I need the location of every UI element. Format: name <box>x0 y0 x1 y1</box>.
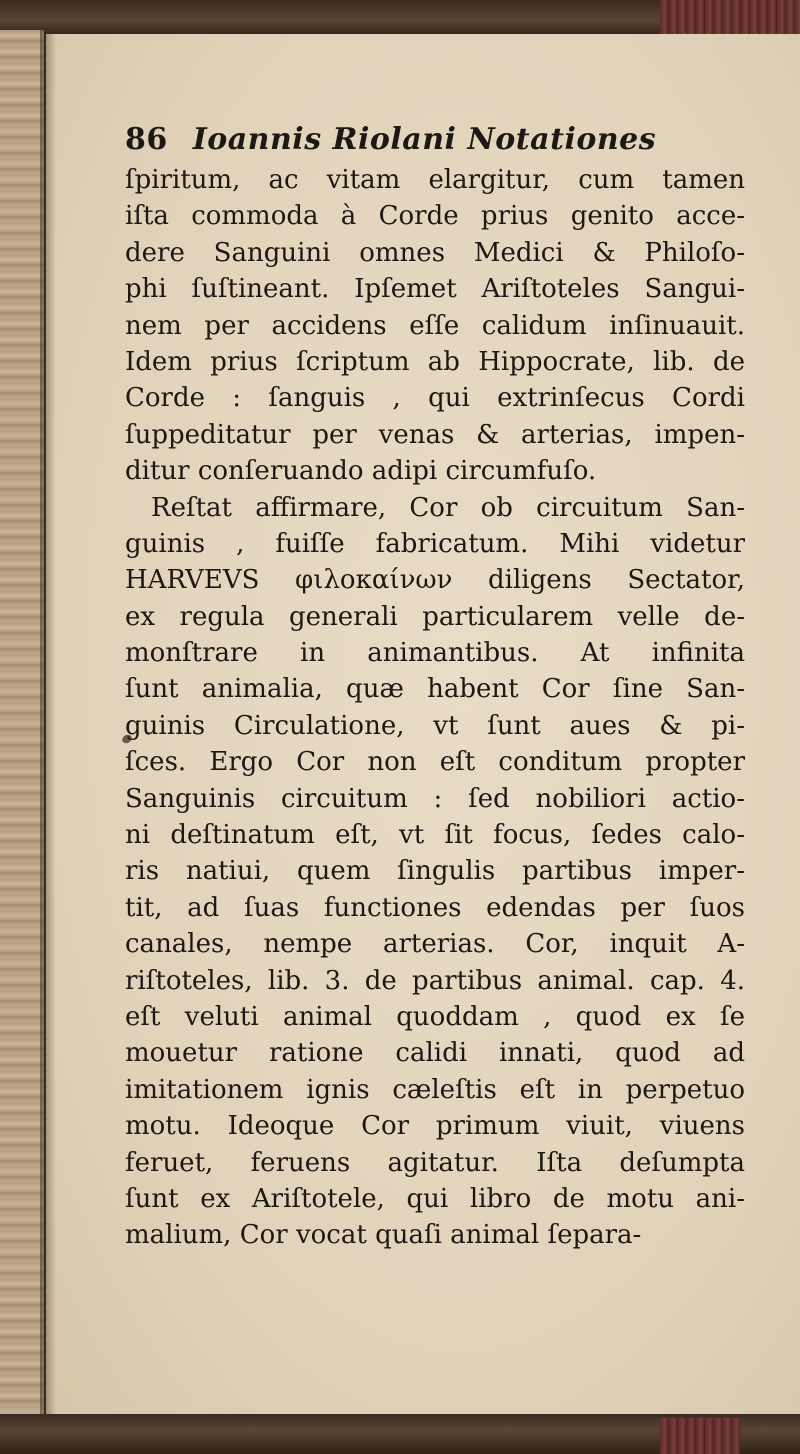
text-line: eſt veluti animal quoddam , quod ex ſe <box>125 1001 745 1032</box>
text-line: motu. Ideoque Cor primum viuit, viuens <box>125 1111 745 1142</box>
text-line: tit, ad ſuas functiones edendas per ſuos <box>125 892 745 923</box>
running-title: Ioannis Riolani Notationes <box>192 122 657 157</box>
text-line: nem per accidens eſſe calidum inſinuauit. <box>125 310 745 341</box>
binding-shadow <box>40 30 56 1420</box>
text-line: ex regula generali particularem velle de- <box>125 601 745 632</box>
text-line: ni deſtinatum eſt, vt ſit focus, ſedes calo- <box>125 820 745 851</box>
text-line: monſtrare in animantibus. At infinita <box>125 638 745 669</box>
page-number: 86 <box>125 122 168 157</box>
text-line: HARVEVS φιλοκαίνων diligens Sectator, <box>125 565 745 596</box>
ribbon-marker-bottom <box>660 1418 740 1454</box>
text-line: dere Sanguini omnes Medici & Philoſo- <box>125 237 745 268</box>
text-line: Reſtat affirmare, Cor ob circuitum San- <box>151 492 745 523</box>
text-line: ſuppeditatur per venas & arterias, impen- <box>125 419 745 450</box>
text-line: guinis Circulatione, vt ſunt aues & pi- <box>125 710 745 741</box>
text-line: Corde : ſanguis , qui extrinſecus Cordi <box>125 383 745 414</box>
text-line: mouetur ratione calidi innati, quod ad <box>125 1038 745 1069</box>
text-line: malium, Cor vocat quaſi animal ſepara- <box>125 1220 642 1251</box>
text-line: imitationem ignis cæleſtis eſt in perpetuo <box>125 1074 745 1105</box>
running-header <box>125 118 745 162</box>
text-line: ris natiui, quem ſingulis partibus imper- <box>125 856 745 887</box>
text-block <box>125 118 745 1254</box>
ribbon-marker <box>660 0 800 34</box>
body-text <box>125 162 745 1254</box>
text-line: ſpiritum, ac vitam elargitur, cum tamen <box>125 165 745 195</box>
text-line: phi ſuſtineant. Ipſemet Ariſtoteles Sangui- <box>125 274 745 305</box>
text-line: ſunt animalia, quæ habent Cor ſine San- <box>125 674 745 705</box>
text-line: ſces. Ergo Cor non eſt conditum propter <box>125 747 745 778</box>
text-line: guinis , fuiſſe fabricatum. Mihi videtur <box>125 528 745 559</box>
binding-edge <box>0 30 44 1420</box>
text-line: feruet, feruens agitatur. Iſta deſumpta <box>125 1147 745 1178</box>
text-line: ſunt ex Ariſtotele, qui libro de motu ani- <box>125 1183 745 1214</box>
text-line: Sanguinis circuitum : ſed nobiliori actio- <box>125 783 745 814</box>
text-line: riſtoteles, lib. 3. de partibus animal. cap. 4. <box>125 965 745 996</box>
text-line: iſta commoda à Corde prius genito acce- <box>125 201 745 232</box>
text-line: ditur conſeruando adipi circumfuſo. <box>125 456 597 487</box>
text-line: Idem prius ſcriptum ab Hippocrate, lib. de <box>125 346 745 377</box>
text-line: canales, nempe arterias. Cor, inquit A- <box>125 929 745 960</box>
